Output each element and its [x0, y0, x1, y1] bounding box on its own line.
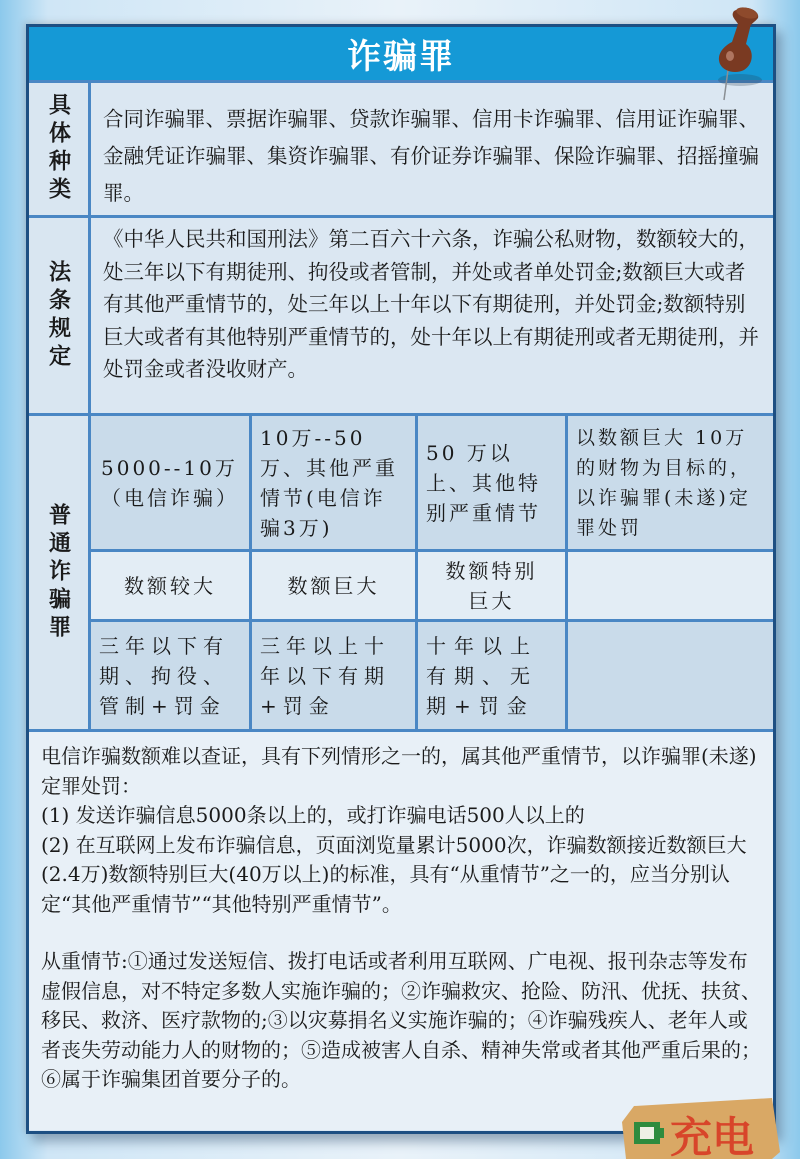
level-cell: 数额特别巨大	[418, 552, 568, 622]
notes-intro: 电信诈骗数额难以查证，具有下列情形之一的，属其他严重情节，以诈骗罪(未遂)定罪处罚：	[41, 744, 757, 798]
channel-logo	[622, 1092, 780, 1159]
penalty-cell: 三年以上十年以下有期+罚金	[252, 622, 418, 729]
svg-text:充电: 充电	[670, 1113, 755, 1159]
penalty-cell: 三年以下有期、拘役、管制+罚金	[91, 622, 252, 729]
law-text: 《中华人民共和国刑法》第二百六十六条，诈骗公私财物，数额较大的，处三年以下有期徒刑、拘役或者管制，并处或者单处罚金;数额巨大或者有其他严重情节的，处三年以上十年以下有期徒刑，并处罚金;数额特别巨大或者有其他特别严重情节的，处十年以上有期徒刑或者无期徒刑，并处罚金或者没收财产。	[91, 218, 773, 413]
amount-cell: 10万--50万、其他严重情节(电信诈骗3万)	[252, 416, 418, 552]
penalty-table	[91, 416, 773, 729]
penalty-cell: 十年以上有期、无期+罚金	[418, 622, 568, 729]
fraud-crime-card	[26, 24, 776, 1134]
section-law	[29, 218, 773, 416]
section-label-ordinary: 普通诈骗罪	[29, 416, 91, 729]
level-cell: 数额较大	[91, 552, 252, 622]
penalty-cell	[568, 622, 773, 729]
card-title: 诈骗罪	[29, 27, 773, 83]
notes-item-1: (1) 发送诈骗信息5000条以上的，或打诈骗电话500人以上的	[41, 803, 585, 827]
amount-cell: 以数额巨大 10万的财物为目标的，以诈骗罪(未遂)定罪处罚	[568, 416, 773, 552]
section-label-law: 法条规定	[29, 218, 91, 413]
level-cell: 数额巨大	[252, 552, 418, 622]
section-label-types: 具体种类	[29, 83, 91, 215]
types-text: 合同诈骗罪、票据诈骗罪、贷款诈骗罪、信用卡诈骗罪、信用证诈骗罪、金融凭证诈骗罪、集资诈骗罪、有价证券诈骗罪、保险诈骗罪、招摇撞骗罪。	[91, 83, 773, 215]
battery-icon	[634, 1122, 664, 1144]
notes-section	[29, 732, 773, 1130]
notes-aggravating: 从重情节:①通过发送短信、拨打电话或者利用互联网、广电视、报刊杂志等发布虚假信息，对不特定多数人实施诈骗的；②诈骗救灾、抢险、防汛、优抚、扶贫、移民、救济、医疗款物的;③以灾募捐名义实施诈骗的；④诈骗残疾人、老年人或者丧失劳动能力人的财物的；⑤造成被害人自杀、精神失常或者其他严重后果的；⑥属于诈骗集团首要分子的。	[41, 949, 761, 1091]
pushpin-icon	[700, 2, 770, 102]
level-cell	[568, 552, 773, 622]
amount-cell: 5000--10万（电信诈骗）	[91, 416, 252, 552]
notes-item-2: (2) 在互联网上发布诈骗信息，页面浏览量累计5000次，诈骗数额接近数额巨大(2.4万)数额特别巨大(40万以上)的标准，具有“从重情节”之一的，应当分别认定“其他严重情节”“其他特别严重情节”。	[41, 832, 747, 916]
amount-cell: 50 万以上、其他特别严重情节	[418, 416, 568, 552]
section-types	[29, 83, 773, 218]
section-ordinary	[29, 416, 773, 732]
